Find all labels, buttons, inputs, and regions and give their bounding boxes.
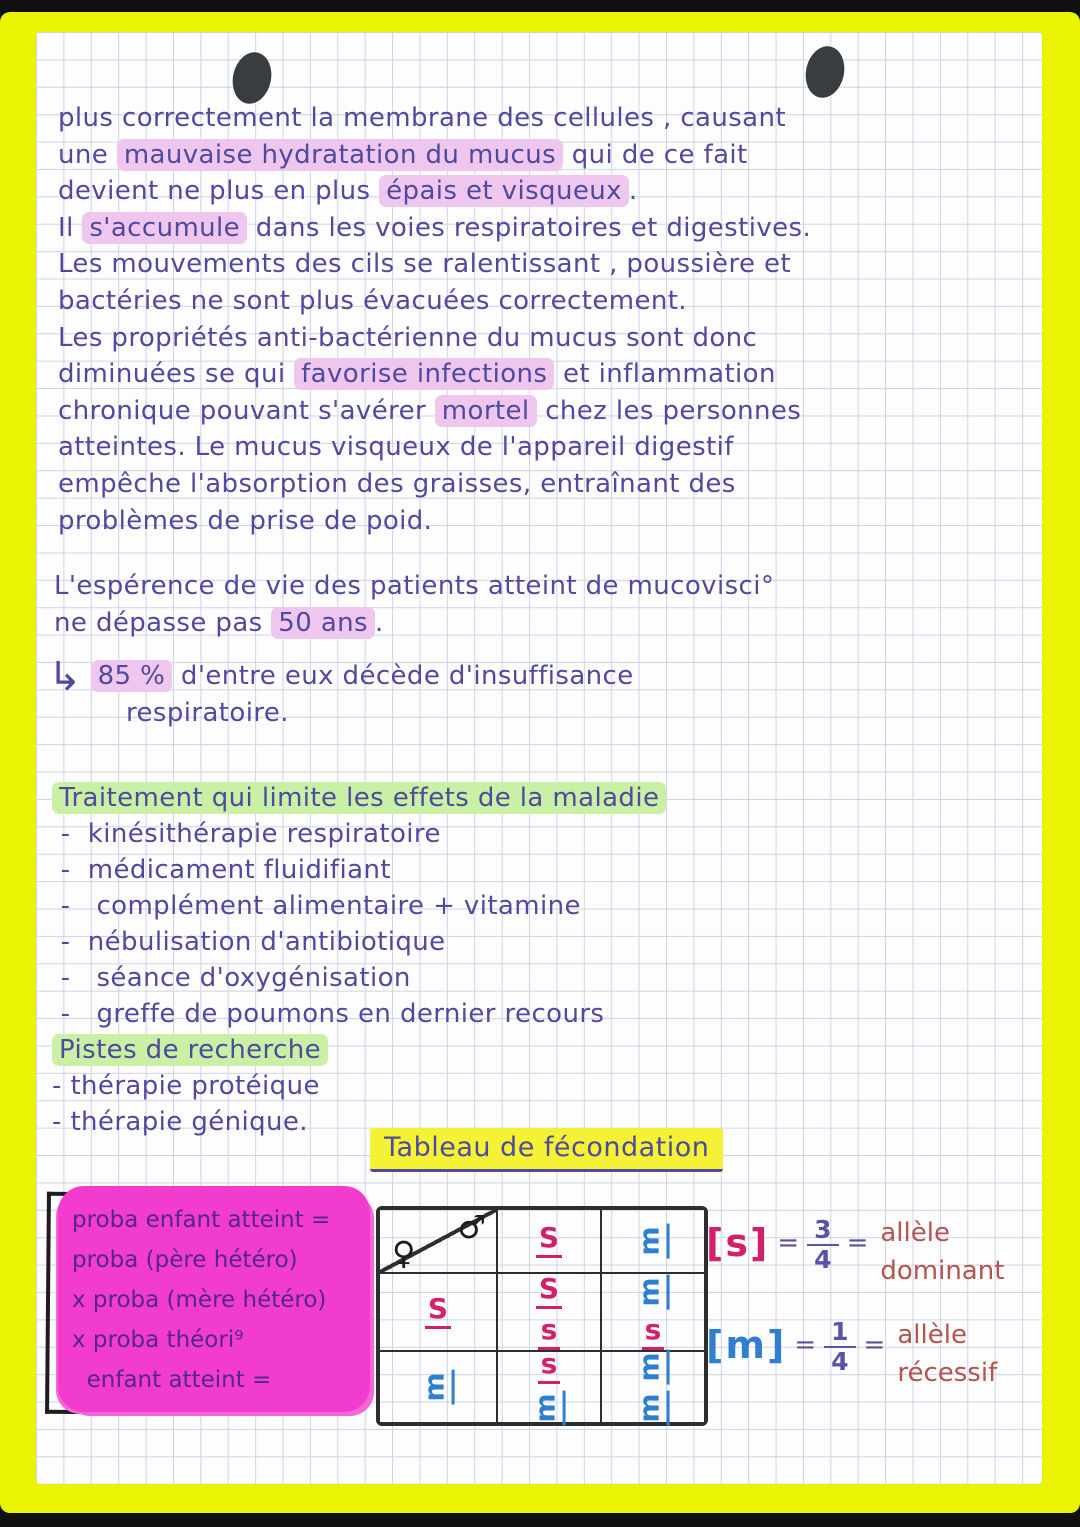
text-line [48,695,948,732]
highlighted-text: Traitement qui limite les effets de la maladie [52,782,666,814]
text-segment: - greffe de poumons en dernier recours [52,999,605,1029]
text-segment: - thérapie protéique [52,1071,320,1101]
equals-sign: = [794,1330,817,1360]
genotype-top: S [536,1275,562,1309]
text-segment: une [58,139,117,170]
text-line [58,100,1018,137]
text-segment: atteintes. Le mucus visqueux de l'appareil digestif [58,432,734,463]
genotype-top: m [636,1349,670,1384]
fecondation-table-title: Tableau de fécondation [370,1128,723,1172]
text-line [52,852,1012,888]
text-line [52,924,1012,960]
legend-label-line2: dominant [880,1256,1005,1286]
text-segment: x proba théori⁹ [72,1327,244,1353]
genotype-bottom: s [642,1316,665,1350]
text-segment: L'espérence de vie des patients atteint de mucovisci° [54,571,775,601]
highlighted-text: mauvaise hydratation du mucus [117,139,563,171]
text-segment: . [375,607,384,638]
text-segment: chronique pouvant s'avérer [58,395,435,426]
equals-sign: = [846,1228,869,1258]
highlighted-text: épais et visqueux [379,175,629,207]
table-corner-cell [379,1209,497,1273]
genotype-top: m [636,1274,670,1309]
text-segment: Il [58,212,83,243]
text-line [58,137,1018,174]
text-line [72,1240,364,1280]
text-segment: proba (père hétéro) [72,1247,298,1273]
text-segment: ne dépasse pas [54,607,272,638]
text-line [58,429,1018,466]
text-segment [82,661,91,691]
text-segment: respiratoire. [126,697,289,728]
text-line [72,1360,364,1400]
text-line [58,356,1018,393]
text-segment: - séance d'oxygénisation [52,963,411,993]
allele-legend [706,1214,1056,1418]
text-line [58,283,1018,320]
text-segment: - médicament fluidifiant [52,855,391,885]
equals-sign: = [863,1330,886,1360]
text-line [52,1068,1012,1104]
punnett-table [376,1206,708,1426]
text-segment: et inflammation [554,359,776,390]
allele-m-term: [m] [706,1323,787,1367]
cell-SS [497,1273,601,1351]
text-segment: problèmes de prise de poid. [58,505,433,536]
text-segment: bactéries ne sont plus évacuées correctement. [58,285,687,316]
text-segment: qui de ce fait [563,139,748,170]
text-line [72,1320,364,1360]
cell-mm [601,1351,705,1423]
text-line [52,816,1012,852]
text-segment: ↳ [48,654,82,700]
text-line [52,888,1012,924]
text-line [48,654,948,700]
fraction-denominator: 4 [807,1244,838,1274]
text-segment: - thérapie génique. [52,1107,308,1137]
genotype-bottom: m [532,1390,566,1425]
text-line [72,1280,364,1320]
text-line [58,246,1018,283]
text-segment: enfant atteint = [72,1367,272,1393]
text-segment: empêche l'absorption des graisses, entraînant des [58,468,736,499]
probability-note-box [58,1186,370,1412]
text-segment: - kinésithérapie respiratoire [52,819,441,849]
text-segment: diminuées se qui [58,359,295,390]
legend-row-recessive [706,1316,1056,1392]
text-segment: - nébulisation d'antibiotique [52,927,446,957]
col-header-m [601,1209,705,1273]
text-line [52,960,1012,996]
text-segment: x proba (mère hétéro) [72,1287,327,1313]
fraction-one-quarter [824,1318,855,1375]
allele-m-label: m [636,1223,670,1258]
row-header-m [379,1351,497,1423]
legend-row-dominant [706,1214,1056,1290]
text-line [54,605,1014,642]
text-line [58,210,1018,247]
highlighted-text: mortel [435,395,537,427]
genotype-bottom: s [538,1316,561,1350]
allele-S-label: S [425,1295,451,1329]
highlighted-text: s'accumule [82,212,247,244]
text-line [58,173,1018,210]
text-line [52,1032,1012,1068]
row-header-S [379,1273,497,1351]
male-symbol: ♂ [457,1208,486,1246]
fraction-numerator: 1 [831,1317,849,1346]
text-line [58,503,1018,540]
allele-S-label: S [536,1224,562,1258]
text-segment: plus correctement la membrane des cellules , causant [58,103,786,133]
legend-label-line2: récessif [897,1358,998,1388]
paragraph-life-expectancy [54,568,1014,641]
text-line [58,320,1018,357]
allele-s-term: [s] [706,1221,770,1265]
text-segment: Les propriétés anti-bactérienne du mucus sont donc [58,322,758,353]
text-segment: devient ne plus en plus [58,176,380,207]
text-segment: proba enfant atteint = [72,1207,331,1233]
text-line [54,568,1014,605]
cell-mS [497,1346,601,1423]
legend-label [893,1316,997,1392]
highlighted-text: Pistes de recherche [52,1034,328,1066]
paragraph-mucus [58,100,1018,539]
fraction-denominator: 4 [824,1346,855,1376]
text-segment: d'entre eux décède d'insuffisance [172,661,634,691]
legend-label [876,1214,1004,1290]
allele-m-label: m [421,1369,455,1404]
female-symbol: ♀ [392,1234,416,1272]
text-line [72,1200,364,1240]
highlighted-text: 50 ans [271,607,375,639]
text-line [58,393,1018,430]
highlighted-text: favorise infections [294,358,554,390]
cell-Sm [601,1273,705,1351]
col-header-S [497,1209,601,1273]
legend-label-line1: allèle [880,1218,950,1248]
text-line [52,780,1012,816]
text-segment: dans les voies respiratoires et digestives. [247,212,812,243]
text-segment: . [628,176,638,207]
text-segment: Les mouvements des cils se ralentissant , poussière et [58,249,792,280]
fraction-numerator: 3 [814,1215,832,1244]
text-segment: chez les personnes [536,395,802,426]
stat-note-85-percent [48,654,948,731]
highlighted-text: 85 % [91,660,173,692]
genotype-bottom: m [636,1390,670,1425]
genotype-top: s [538,1350,561,1384]
text-line [58,466,1018,503]
legend-label-line1: allèle [897,1320,967,1350]
text-line [52,996,1012,1032]
treatment-and-research-list [52,780,1012,1140]
fraction-three-quarters [807,1216,838,1273]
equals-sign: = [777,1228,800,1258]
text-segment: - complément alimentaire + vitamine [52,891,581,921]
